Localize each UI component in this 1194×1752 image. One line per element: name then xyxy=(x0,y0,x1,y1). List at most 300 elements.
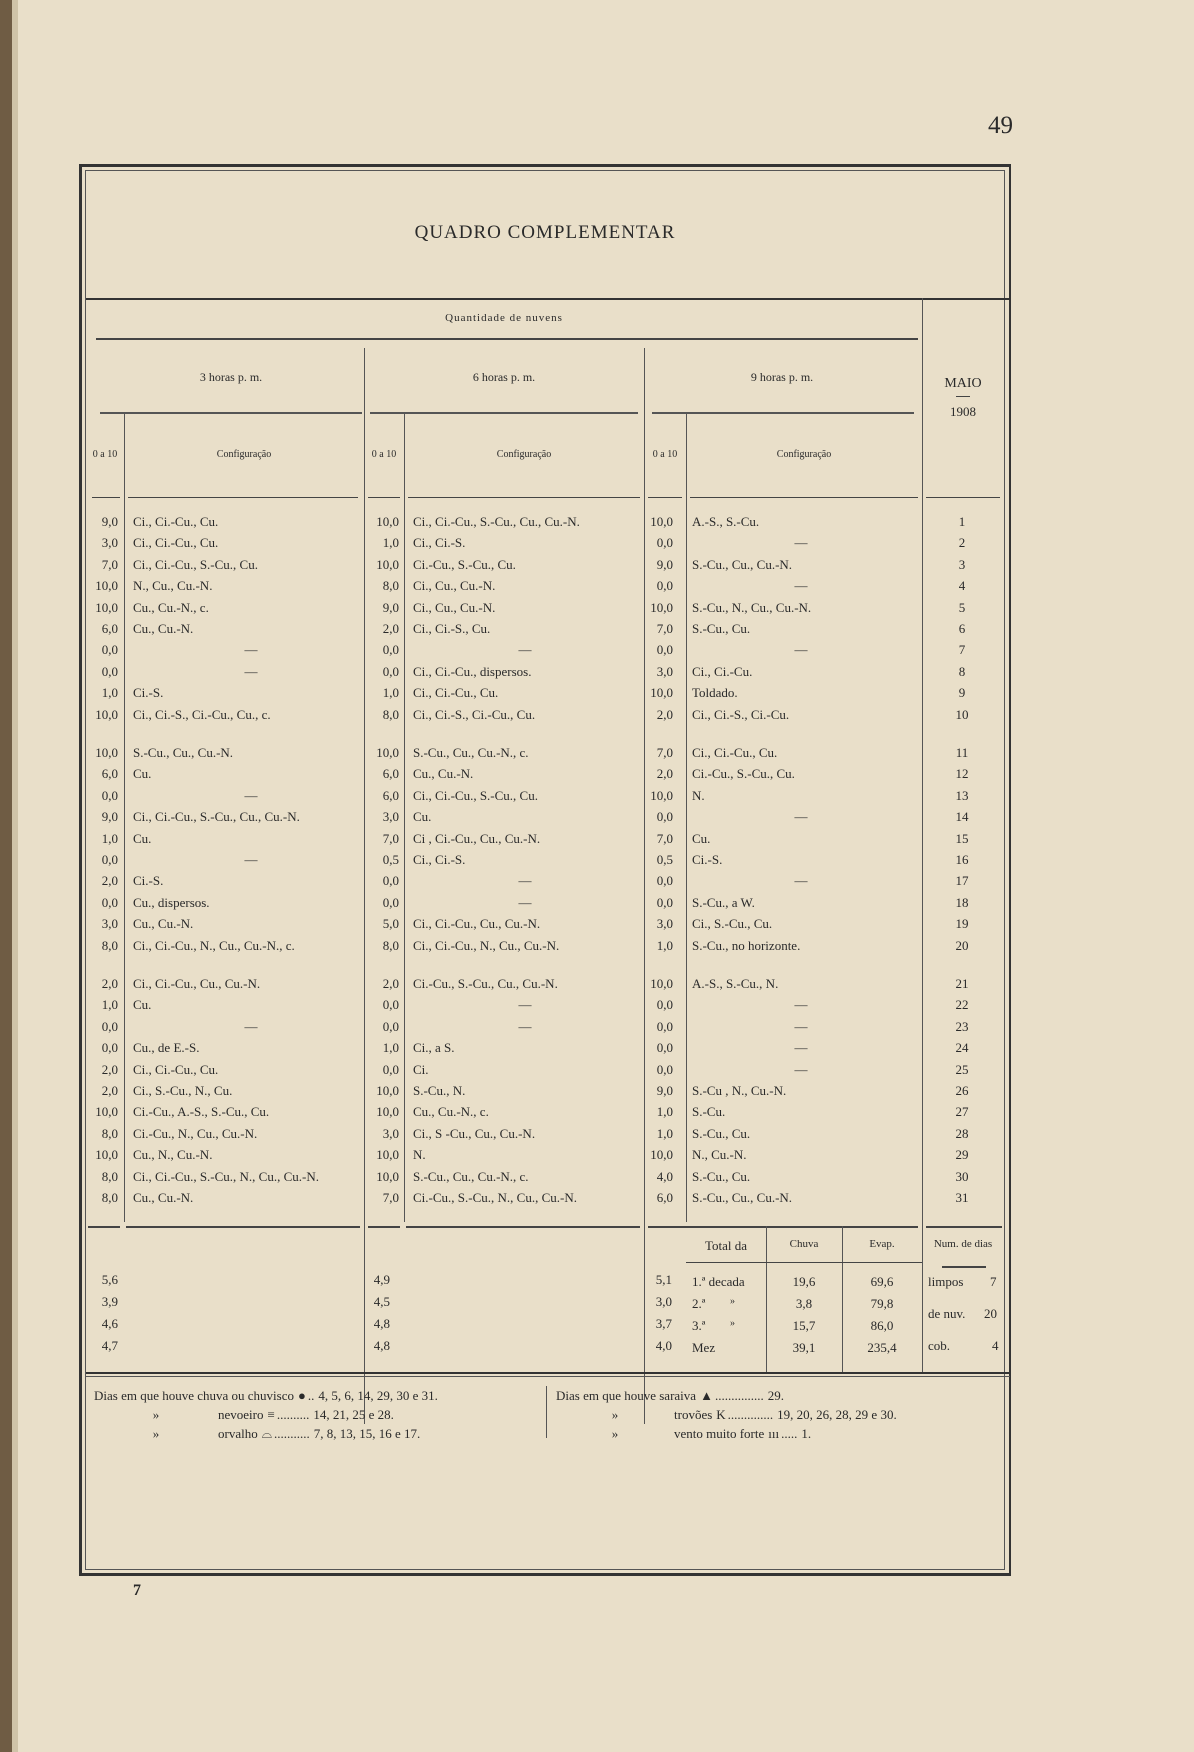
config-3pm: Ci., Ci.-Cu., S.-Cu., Cu. xyxy=(133,557,258,572)
cloud-value-3pm: 10,0 xyxy=(95,578,118,593)
day-number: 2 xyxy=(958,535,966,550)
day-number: 27 xyxy=(955,1104,969,1119)
rule-above-notes-thin xyxy=(86,1376,1010,1377)
cloud-value-3pm: 0,0 xyxy=(101,852,118,867)
config-9pm: — xyxy=(794,873,808,888)
config-3pm: Ci., Ci.-Cu., Cu., Cu.-N. xyxy=(133,976,261,991)
table-row xyxy=(86,1166,1004,1187)
note-values: 19, 20, 26, 28, 29 e 30. xyxy=(777,1407,897,1422)
note-line-left xyxy=(94,1388,438,1404)
page-number: 49 xyxy=(988,112,1013,139)
totals-chuva-value: 15,7 xyxy=(792,1318,816,1333)
day-number: 6 xyxy=(958,621,966,636)
table-row xyxy=(86,661,1004,682)
config-9pm: Ci.-S. xyxy=(692,852,723,867)
config-9pm: A.-S., S.-Cu., N. xyxy=(692,976,779,991)
totals-evap-value: 235,4 xyxy=(867,1340,897,1355)
note-symbol-icon: ▲ xyxy=(700,1388,713,1403)
day-number: 10 xyxy=(955,707,969,722)
config-9pm: N. xyxy=(692,788,705,803)
day-number: 22 xyxy=(955,997,969,1012)
cloud-value-9pm: 2,0 xyxy=(656,766,673,781)
cloud-value-9pm: 1,0 xyxy=(656,1104,673,1119)
table-row xyxy=(86,575,1004,596)
config-9pm: — xyxy=(794,997,808,1012)
cloud-value-3pm: 6,0 xyxy=(101,766,118,781)
config-9pm: Ci., S.-Cu., Cu. xyxy=(692,916,773,931)
ditto-mark: » xyxy=(730,1318,735,1329)
config-6pm: Ci., Ci.-Cu., N., Cu., Cu.-N. xyxy=(413,938,560,953)
cloud-value-6pm: 7,0 xyxy=(382,831,399,846)
cloud-value-3pm: 10,0 xyxy=(95,600,118,615)
config-6pm: Ci., Ci.-Cu., S.-Cu., Cu., Cu.-N. xyxy=(413,514,580,529)
config-9pm: — xyxy=(794,535,808,550)
cloud-value-6pm: 8,0 xyxy=(382,938,399,953)
table-row xyxy=(86,554,1004,575)
cloud-value-6pm: 10,0 xyxy=(376,1169,399,1184)
totals-evap-value: 79,8 xyxy=(870,1296,894,1311)
config-6pm: Ci., Ci.-S. xyxy=(413,535,466,550)
table-row xyxy=(86,849,1004,870)
config-3pm: Ci., Ci.-Cu., S.-Cu., N., Cu., Cu.-N. xyxy=(133,1169,319,1184)
cloud-value-9pm: 7,0 xyxy=(656,745,673,760)
table-row xyxy=(86,1080,1004,1101)
cloud-value-3pm: 0,0 xyxy=(101,788,118,803)
cloud-value-6pm: 0,0 xyxy=(382,997,399,1012)
cloud-value-3pm: 2,0 xyxy=(101,1083,118,1098)
config-9pm: — xyxy=(794,1040,808,1055)
totals-header-numdias: Num. de dias xyxy=(933,1238,993,1250)
config-9pm: Toldado. xyxy=(692,685,738,700)
mean-value-v3: 4,7 xyxy=(101,1338,118,1353)
config-3pm: Cu., de E.-S. xyxy=(133,1040,200,1055)
note-line-left xyxy=(94,1426,420,1442)
footer-number: 7 xyxy=(133,1582,141,1599)
days-cob-label: cob. xyxy=(928,1338,951,1353)
cloud-value-3pm: 9,0 xyxy=(101,809,118,824)
cloud-value-3pm: 0,0 xyxy=(101,642,118,657)
scale-header-9pm: 0 a 10 xyxy=(652,449,678,460)
config-3pm: Cu. xyxy=(133,831,152,846)
cloud-value-6pm: 2,0 xyxy=(382,621,399,636)
config-9pm: Cu. xyxy=(692,831,711,846)
cloud-value-9pm: 9,0 xyxy=(656,1083,673,1098)
table-row xyxy=(86,763,1004,784)
totals-evap-value: 86,0 xyxy=(870,1318,894,1333)
cloud-value-3pm: 9,0 xyxy=(101,514,118,529)
rule-end-rows-1 xyxy=(88,1226,120,1228)
note-line-left xyxy=(94,1407,394,1423)
config-3pm: Ci., Ci.-Cu., Cu. xyxy=(133,535,219,550)
config-9pm: — xyxy=(794,809,808,824)
note-ditto: » xyxy=(611,1407,619,1422)
config-9pm: Ci., Ci.-Cu., Cu. xyxy=(692,745,778,760)
table-row xyxy=(86,973,1004,994)
config-9pm: — xyxy=(794,642,808,657)
note-prefix: Dias em que houve chuva ou chuvisco xyxy=(94,1388,295,1403)
table-row xyxy=(86,1123,1004,1144)
period-3pm-rule xyxy=(100,412,362,414)
note-leader: .......... xyxy=(276,1407,310,1422)
totals-header-evap: Evap. xyxy=(869,1238,895,1250)
config-3pm: N., Cu., Cu.-N. xyxy=(133,578,213,593)
table-row xyxy=(86,1016,1004,1037)
mean-value-v9: 5,1 xyxy=(655,1272,672,1287)
days-cob-value: 4 xyxy=(992,1338,999,1353)
config-9pm: S.-Cu., Cu., Cu.-N. xyxy=(692,557,793,572)
day-number: 8 xyxy=(958,664,966,679)
mean-value-v6: 4,8 xyxy=(373,1316,390,1331)
note-symbol-icon: ● xyxy=(298,1388,306,1403)
config-3pm: Cu., Cu.-N. xyxy=(133,916,194,931)
config-9pm: S.-Cu , N., Cu.-N. xyxy=(692,1083,787,1098)
cloud-value-6pm: 10,0 xyxy=(376,745,399,760)
note-symbol-icon: ııı xyxy=(768,1426,780,1441)
cloud-value-9pm: 10,0 xyxy=(650,685,673,700)
note-values: 1. xyxy=(801,1426,812,1441)
subheader-rule-3 xyxy=(368,497,400,498)
config-6pm: Ci., Ci.-S. xyxy=(413,852,466,867)
table-row xyxy=(86,1187,1004,1208)
period-6pm-header: 6 horas p. m. xyxy=(472,370,536,384)
rule-end-rows-2 xyxy=(126,1226,360,1228)
config-header-3pm: Configuração xyxy=(216,449,272,460)
cloud-value-9pm: 2,0 xyxy=(656,707,673,722)
cloud-value-9pm: 10,0 xyxy=(650,600,673,615)
mean-value-v9: 3,0 xyxy=(655,1294,672,1309)
table-row xyxy=(86,870,1004,891)
config-6pm: Ci., Ci.-S., Cu. xyxy=(413,621,491,636)
config-9pm: — xyxy=(794,1019,808,1034)
rule-above-notes xyxy=(86,1372,1010,1374)
config-6pm: Ci.-Cu., S.-Cu., Cu. xyxy=(413,557,516,572)
cloud-value-9pm: 0,0 xyxy=(656,895,673,910)
days-nuv-value: 20 xyxy=(984,1306,997,1321)
config-3pm: Cu., N., Cu.-N. xyxy=(133,1147,213,1162)
note-values: 29. xyxy=(767,1388,784,1403)
note-symbol-icon: ⌓ xyxy=(261,1426,273,1441)
config-6pm: Cu., Cu.-N., c. xyxy=(413,1104,489,1119)
cloud-value-3pm: 0,0 xyxy=(101,1040,118,1055)
cloud-value-9pm: 0,0 xyxy=(656,1062,673,1077)
days-limpos-label: limpos xyxy=(928,1274,964,1289)
cloud-value-3pm: 6,0 xyxy=(101,621,118,636)
day-number: 31 xyxy=(955,1190,969,1205)
cloud-value-6pm: 8,0 xyxy=(382,578,399,593)
cloud-value-9pm: 0,0 xyxy=(656,1040,673,1055)
period-9pm-header: 9 horas p. m. xyxy=(750,370,814,384)
day-number: 9 xyxy=(958,685,966,700)
day-number: 1 xyxy=(958,514,966,529)
cloud-value-9pm: 0,0 xyxy=(656,809,673,824)
config-9pm: S.-Cu., N., Cu., Cu.-N. xyxy=(692,600,812,615)
cloud-value-6pm: 1,0 xyxy=(382,535,399,550)
cloud-value-6pm: 10,0 xyxy=(376,557,399,572)
config-9pm: S.-Cu., Cu. xyxy=(692,1169,751,1184)
note-line-right xyxy=(556,1388,784,1404)
day-number: 21 xyxy=(955,976,969,991)
table-row xyxy=(86,806,1004,827)
cloud-value-3pm: 1,0 xyxy=(101,685,118,700)
table-row xyxy=(86,1144,1004,1165)
note-ditto: » xyxy=(611,1426,619,1441)
config-3pm: Cu., Cu.-N., c. xyxy=(133,600,209,615)
mean-value-v6: 4,8 xyxy=(373,1338,390,1353)
config-6pm: Cu., Cu.-N. xyxy=(413,766,474,781)
config-6pm: — xyxy=(518,642,532,657)
note-label: trovões xyxy=(674,1407,713,1422)
config-6pm: Ci., Ci.-Cu., Cu., Cu.-N. xyxy=(413,916,541,931)
config-3pm: — xyxy=(244,642,258,657)
table-row xyxy=(86,1101,1004,1122)
table-row xyxy=(86,828,1004,849)
config-6pm: — xyxy=(518,895,532,910)
config-3pm: — xyxy=(244,1019,258,1034)
totals-period-label: 3.ª xyxy=(692,1318,706,1333)
cloud-value-6pm: 0,0 xyxy=(382,895,399,910)
cloud-value-6pm: 7,0 xyxy=(382,1190,399,1205)
cloud-value-6pm: 6,0 xyxy=(382,788,399,803)
note-ditto: » xyxy=(152,1426,160,1441)
cloud-value-9pm: 9,0 xyxy=(656,557,673,572)
config-3pm: S.-Cu., Cu., Cu.-N. xyxy=(133,745,234,760)
config-6pm: Ci.-Cu., S.-Cu., N., Cu., Cu.-N. xyxy=(413,1190,577,1205)
totals-period-label: 2.ª xyxy=(692,1296,706,1311)
year-label: 1908 xyxy=(950,404,976,419)
cloud-value-9pm: 3,0 xyxy=(656,916,673,931)
note-label: nevoeiro xyxy=(218,1407,264,1422)
day-number: 28 xyxy=(955,1126,969,1141)
config-3pm: Cu., Cu.-N. xyxy=(133,1190,194,1205)
day-number: 4 xyxy=(958,578,966,593)
cloud-value-9pm: 10,0 xyxy=(650,1147,673,1162)
totals-chuva-value: 3,8 xyxy=(795,1296,813,1311)
config-header-6pm: Configuração xyxy=(496,449,552,460)
cloud-value-9pm: 6,0 xyxy=(656,1190,673,1205)
rule-end-rows-4 xyxy=(406,1226,640,1228)
rule-end-rows-6 xyxy=(926,1226,1002,1228)
config-3pm: Ci., Ci.-Cu., Cu. xyxy=(133,1062,219,1077)
config-9pm: Ci., Ci.-S., Ci.-Cu. xyxy=(692,707,790,722)
cloud-value-9pm: 10,0 xyxy=(650,788,673,803)
config-6pm: Ci., a S. xyxy=(413,1040,455,1055)
cloud-value-3pm: 1,0 xyxy=(101,997,118,1012)
cloud-value-6pm: 0,5 xyxy=(382,852,399,867)
mean-value-v9: 4,0 xyxy=(655,1338,672,1353)
rule-end-rows-5 xyxy=(648,1226,918,1228)
config-6pm: Cu. xyxy=(413,809,432,824)
note-values: 4, 5, 6, 14, 29, 30 e 31. xyxy=(318,1388,438,1403)
config-9pm: S.-Cu., no horizonte. xyxy=(692,938,801,953)
totals-evap-value: 69,6 xyxy=(870,1274,894,1289)
config-6pm: — xyxy=(518,873,532,888)
cloud-value-9pm: 1,0 xyxy=(656,938,673,953)
config-3pm: — xyxy=(244,788,258,803)
note-line-right xyxy=(556,1407,897,1423)
mean-value-v6: 4,5 xyxy=(373,1294,390,1309)
day-number: 26 xyxy=(955,1083,969,1098)
config-3pm: — xyxy=(244,664,258,679)
config-3pm: Ci.-Cu., N., Cu., Cu.-N. xyxy=(133,1126,258,1141)
period-9pm-rule xyxy=(652,412,914,414)
subheader-rule-7 xyxy=(926,497,1000,498)
cloud-value-3pm: 8,0 xyxy=(101,1169,118,1184)
config-6pm: S.-Cu., Cu., Cu.-N., c. xyxy=(413,1169,529,1184)
mean-value-v3: 3,9 xyxy=(101,1294,118,1309)
cloud-value-6pm: 2,0 xyxy=(382,976,399,991)
config-6pm: Ci., Cu., Cu.-N. xyxy=(413,600,496,615)
config-6pm: Ci., S -Cu., Cu., Cu.-N. xyxy=(413,1126,536,1141)
config-9pm: S.-Cu., Cu. xyxy=(692,621,751,636)
cloud-value-3pm: 2,0 xyxy=(101,976,118,991)
config-3pm: Ci.-Cu., A.-S., S.-Cu., Cu. xyxy=(133,1104,270,1119)
cloud-value-6pm: 0,0 xyxy=(382,642,399,657)
config-header-9pm: Configuração xyxy=(776,449,832,460)
cloud-value-6pm: 0,0 xyxy=(382,1019,399,1034)
days-limpos-value: 7 xyxy=(990,1274,997,1289)
cloud-value-9pm: 7,0 xyxy=(656,621,673,636)
subheader-rule-1 xyxy=(92,497,120,498)
note-symbol-icon: K xyxy=(716,1407,726,1422)
table-row xyxy=(86,1059,1004,1080)
note-ditto: » xyxy=(152,1407,160,1422)
note-leader: .. xyxy=(307,1388,315,1403)
config-6pm: — xyxy=(518,997,532,1012)
config-3pm: Cu., Cu.-N. xyxy=(133,621,194,636)
day-number: 11 xyxy=(955,745,969,760)
table-title: QUADRO COMPLEMENTAR xyxy=(414,222,676,243)
table-row xyxy=(86,532,1004,553)
cloud-value-9pm: 7,0 xyxy=(656,831,673,846)
cloud-value-3pm: 2,0 xyxy=(101,873,118,888)
config-6pm: Ci., Ci.-S., Ci.-Cu., Cu. xyxy=(413,707,536,722)
totals-header-label: Total da xyxy=(704,1238,748,1253)
config-9pm: S.-Cu., Cu., Cu.-N. xyxy=(692,1190,793,1205)
cloud-value-6pm: 6,0 xyxy=(382,766,399,781)
day-number: 19 xyxy=(955,916,969,931)
day-number: 13 xyxy=(955,788,969,803)
config-9pm: S.-Cu., Cu. xyxy=(692,1126,751,1141)
rule-end-rows-3 xyxy=(368,1226,400,1228)
rule-under-title xyxy=(86,298,1010,300)
day-number: 12 xyxy=(955,766,969,781)
table-row xyxy=(86,892,1004,913)
month-year-divider xyxy=(956,396,970,397)
cloud-value-3pm: 7,0 xyxy=(101,557,118,572)
period-6pm-rule xyxy=(370,412,638,414)
note-leader: ........... xyxy=(274,1426,310,1441)
cloud-value-9pm: 0,0 xyxy=(656,535,673,550)
note-symbol-icon: ≡ xyxy=(267,1407,275,1422)
subheader-rule-4 xyxy=(408,497,640,498)
day-number: 5 xyxy=(958,600,966,615)
cloud-value-6pm: 0,0 xyxy=(382,664,399,679)
days-nuv-label: de nuv. xyxy=(928,1306,966,1321)
cloud-value-6pm: 9,0 xyxy=(382,600,399,615)
note-leader: .............. xyxy=(727,1407,774,1422)
table-row xyxy=(86,935,1004,956)
mean-value-v3: 4,6 xyxy=(101,1316,118,1331)
table-row xyxy=(86,704,1004,725)
config-6pm: Ci., Ci.-Cu., dispersos. xyxy=(413,664,532,679)
note-values: 14, 21, 25 e 28. xyxy=(313,1407,394,1422)
table-row xyxy=(86,511,1004,532)
notes-divider xyxy=(546,1386,547,1438)
group-header: Quantidade de nuvens xyxy=(445,312,563,324)
cloud-value-3pm: 8,0 xyxy=(101,1190,118,1205)
config-3pm: Ci., Ci.-Cu., Cu. xyxy=(133,514,219,529)
day-number: 20 xyxy=(955,938,969,953)
config-9pm: S.-Cu., a W. xyxy=(692,895,755,910)
cloud-value-3pm: 0,0 xyxy=(101,664,118,679)
config-9pm: Ci.-Cu., S.-Cu., Cu. xyxy=(692,766,795,781)
cloud-value-6pm: 10,0 xyxy=(376,1104,399,1119)
table-row xyxy=(86,994,1004,1015)
numdias-rule xyxy=(942,1266,986,1268)
subheader-rule-2 xyxy=(128,497,358,498)
month-label: MAIO xyxy=(944,376,982,391)
totals-header-rule xyxy=(686,1262,922,1263)
day-number: 24 xyxy=(955,1040,969,1055)
note-leader: ............... xyxy=(714,1388,764,1403)
cloud-value-9pm: 10,0 xyxy=(650,514,673,529)
cloud-value-9pm: 0,0 xyxy=(656,1019,673,1034)
note-leader: ..... xyxy=(781,1426,798,1441)
cloud-value-3pm: 3,0 xyxy=(101,916,118,931)
table-row xyxy=(86,597,1004,618)
totals-chuva-value: 19,6 xyxy=(792,1274,816,1289)
config-6pm: N. xyxy=(413,1147,426,1162)
cloud-value-3pm: 10,0 xyxy=(95,745,118,760)
mean-value-v6: 4,9 xyxy=(373,1272,390,1287)
book-spine-edge xyxy=(12,0,18,1752)
cloud-value-9pm: 0,0 xyxy=(656,873,673,888)
cloud-value-6pm: 10,0 xyxy=(376,1083,399,1098)
ditto-mark: » xyxy=(730,1296,735,1307)
cloud-value-9pm: 0,0 xyxy=(656,578,673,593)
day-number: 3 xyxy=(958,557,966,572)
table-row xyxy=(86,682,1004,703)
note-prefix: Dias em que houve saraiva xyxy=(556,1388,697,1403)
cloud-value-6pm: 1,0 xyxy=(382,1040,399,1055)
note-label: vento muito forte xyxy=(674,1426,765,1441)
subheader-rule-5 xyxy=(648,497,682,498)
cloud-value-9pm: 0,5 xyxy=(656,852,673,867)
scale-header-3pm: 0 a 10 xyxy=(92,449,118,460)
config-3pm: Ci., Ci.-Cu., N., Cu., Cu.-N., c. xyxy=(133,938,295,953)
day-number: 18 xyxy=(955,895,969,910)
cloud-value-9pm: 4,0 xyxy=(656,1169,673,1184)
note-label: orvalho xyxy=(218,1426,258,1441)
table-row xyxy=(86,742,1004,763)
cloud-value-3pm: 2,0 xyxy=(101,1062,118,1077)
table-row xyxy=(86,785,1004,806)
day-number: 16 xyxy=(955,852,969,867)
cloud-value-9pm: 1,0 xyxy=(656,1126,673,1141)
totals-period-label: Mez xyxy=(692,1340,716,1355)
cloud-value-6pm: 3,0 xyxy=(382,1126,399,1141)
cloud-value-9pm: 10,0 xyxy=(650,976,673,991)
config-3pm: Ci., Ci.-S., Ci.-Cu., Cu., c. xyxy=(133,707,271,722)
group-header-rule xyxy=(96,338,918,340)
config-3pm: Cu. xyxy=(133,997,152,1012)
period-3pm-header: 3 horas p. m. xyxy=(199,370,263,384)
config-6pm: Ci.-Cu., S.-Cu., Cu., Cu.-N. xyxy=(413,976,558,991)
config-6pm: S.-Cu., N. xyxy=(413,1083,466,1098)
config-6pm: Ci., Ci.-Cu., Cu. xyxy=(413,685,499,700)
cloud-value-6pm: 0,0 xyxy=(382,873,399,888)
cloud-value-9pm: 0,0 xyxy=(656,642,673,657)
